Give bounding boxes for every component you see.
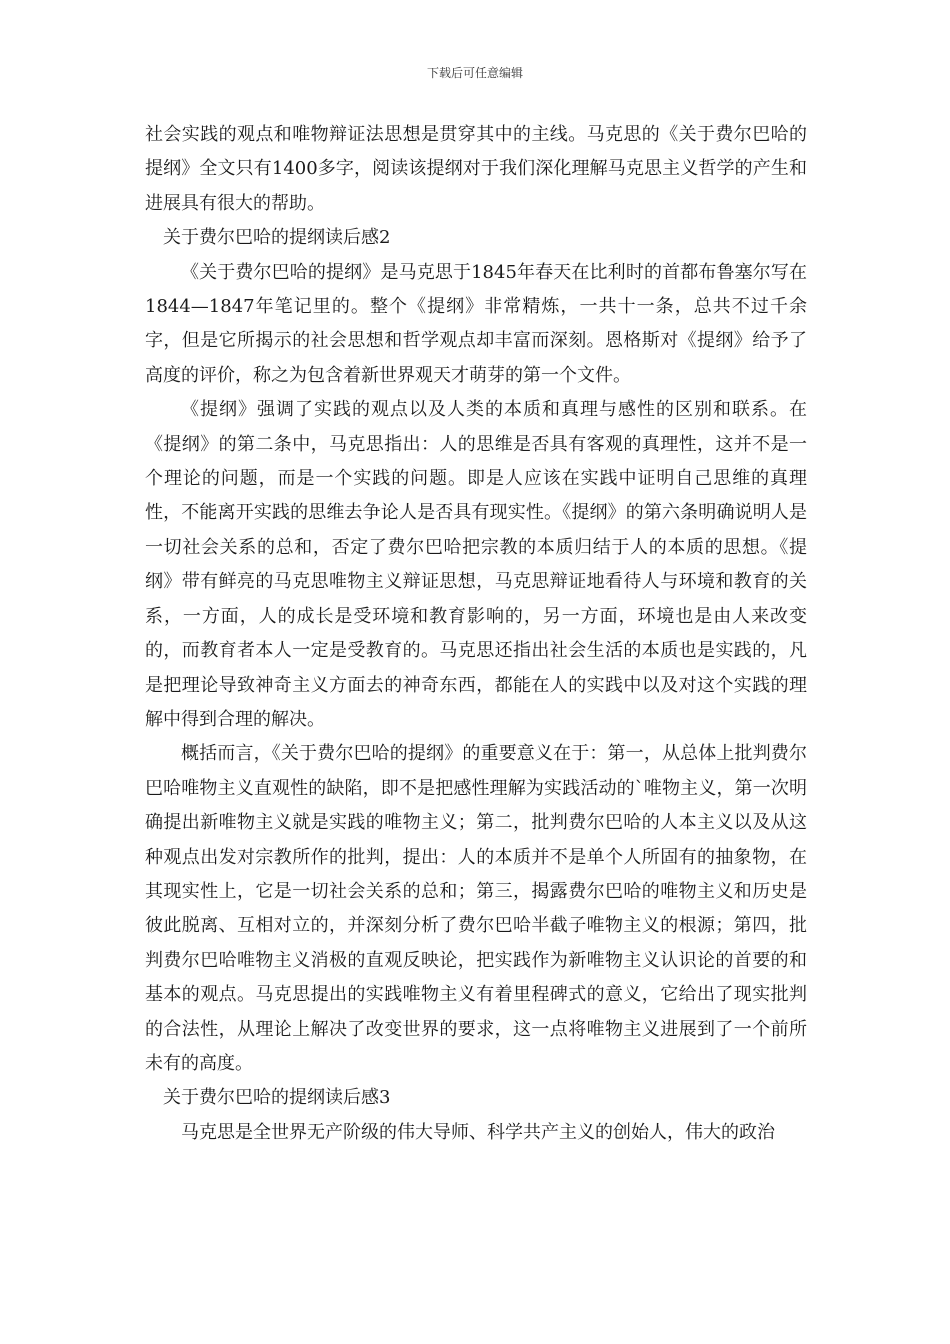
paragraph: 概括而言，《关于费尔巴哈的提纲》的重要意义在于：第一，从总体上批判费尔巴哈唯物主义直观性的缺陷，即不是把感性理解为实践活动的`唯物主义，第一次明确提出新唯物主义就是实践的唯物主义；第二，批判费尔巴哈的人本主义以及从这种观点出发对宗教所作的批判，提出：人的本质并不是单个人所固有的抽象物，在其现实性上，它是一切社会关系的总和；第三，揭露费尔巴哈的唯物主义和历史是彼此脱离、互相对立的，并深刻分析了费尔巴哈半截子唯物主义的根源；第四，批判费尔巴哈唯物主义消极的直观反映论，把实践作为新唯物主义认识论的首要的和基本的观点。马克思提出的实践唯物主义有着里程碑式的意义，它给出了现实批判的合法性，从理论上解决了改变世界的要求，这一点将唯物主义进展到了一个前所未有的高度。 — [145, 743, 807, 1074]
document-body — [145, 118, 807, 1150]
section-heading-3: 关于费尔巴哈的提纲读后感3 — [163, 1087, 391, 1109]
paragraph-continuation: 社会实践的观点和唯物辩证法思想是贯穿其中的主线。马克思的《关于费尔巴哈的提纲》全文只有1400多字，阅读该提纲对于我们深化理解马克思主义哲学的产生和进展具有很大的帮助。 — [145, 124, 807, 214]
paragraph: 马克思是全世界无产阶级的伟大导师、科学共产主义的创始人，伟大的政治 — [181, 1121, 775, 1143]
page-header: 下载后可任意编辑 — [426, 66, 523, 80]
paragraph: 《提纲》强调了实践的观点以及人类的本质和真理与感性的区别和联系。在《提纲》的第二条中，马克思指出：人的思维是否具有客观的真理性，这并不是一个理论的问题，而是一个实践的问题。即是人应该在实践中证明自己思维的真理性，不能离开实践的思维去争论人是否具有现实性。《提纲》的第六条明确说明人是一切社会关系的总和，否定了费尔巴哈把宗教的本质归结于人的本质的思想。《提纲》带有鲜亮的马克思唯物主义辩证思想，马克思辩证地看待人与环境和教育的关系，一方面，人的成长是受环境和教育影响的，另一方面，环境也是由人来改变的，而教育者本人一定是受教育的。马克思还指出社会生活的本质也是实践的，凡是把理论导致神奇主义方面去的神奇东西，都能在人的实践中以及对这个实践的理解中得到合理的解决。 — [145, 399, 807, 730]
section-heading-2: 关于费尔巴哈的提纲读后感2 — [163, 227, 391, 249]
paragraph: 《关于费尔巴哈的提纲》是马克思于1845年春天在比利时的首都布鲁塞尔写在1844—1847年笔记里的。整个《提纲》非常精炼，一共十一条，总共不过千余字，但是它所揭示的社会思想和哲学观点却丰富而深刻。恩格斯对《提纲》给予了高度的评价，称之为包含着新世界观天才萌芽的第一个文件。 — [145, 261, 807, 386]
